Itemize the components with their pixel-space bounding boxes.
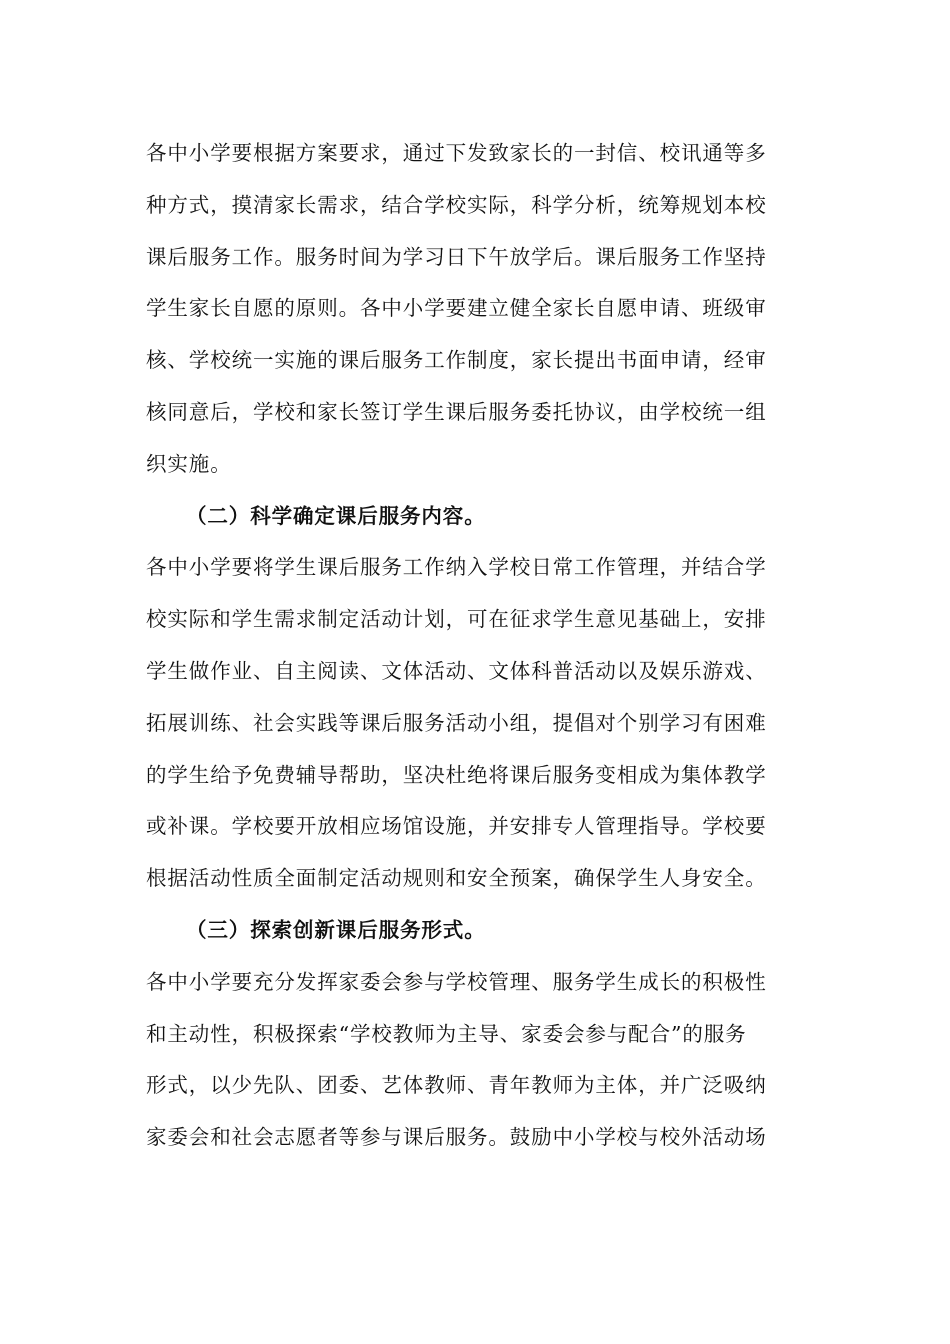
paragraph-line: 学生做作业、自主阅读、文体活动、文体科普活动以及娱乐游戏、 — [146, 658, 767, 683]
paragraph-line: 的学生给予免费辅导帮助，坚决杜绝将课后服务变相成为集体教学 — [146, 762, 767, 787]
document-page — [146, 128, 796, 1164]
paragraph-line: 根据活动性质全面制定活动规则和安全预案，确保学生人身安全。 — [146, 866, 767, 891]
paragraph-line: 和主动性，积极探索“学校教师为主导、家委会参与配合”的服务 — [146, 1021, 747, 1046]
paragraph-line: 或补课。学校要开放相应场馆设施，并安排专人管理指导。学校要 — [146, 814, 767, 839]
paragraph-line: 拓展训练、社会实践等课后服务活动小组，提倡对个别学习有困难 — [146, 710, 767, 735]
paragraph-3 — [146, 957, 796, 1164]
paragraph-line: 形式，以少先队、团委、艺体教师、青年教师为主体，并广泛吸纳 — [146, 1073, 767, 1098]
section-heading-2: （二）科学确定课后服务内容。 — [186, 503, 486, 528]
paragraph-line: 家委会和社会志愿者等参与课后服务。鼓励中小学校与校外活动场 — [146, 1125, 767, 1150]
paragraph-line: 核、学校统一实施的课后服务工作制度，家长提出书面申请，经审 — [146, 348, 767, 373]
paragraph-line: 核同意后，学校和家长签订学生课后服务委托协议，由学校统一组 — [146, 399, 767, 424]
paragraph-line: 织实施。 — [146, 451, 232, 476]
paragraph-1 — [146, 128, 796, 491]
paragraph-line: 学生家长自愿的原则。各中小学要建立健全家长自愿申请、班级审 — [146, 296, 767, 321]
section-heading-3: （三）探索创新课后服务形式。 — [186, 917, 486, 942]
paragraph-line: 各中小学要充分发挥家委会参与学校管理、服务学生成长的积极性 — [146, 969, 767, 994]
paragraph-2 — [146, 542, 796, 905]
paragraph-line: 种方式，摸清家长需求，结合学校实际，科学分析，统筹规划本校 — [146, 192, 767, 217]
paragraph-line: 校实际和学生需求制定活动计划，可在征求学生意见基础上，安排 — [146, 607, 767, 632]
paragraph-line: 各中小学要根据方案要求，通过下发致家长的一封信、校讯通等多 — [146, 141, 767, 165]
paragraph-line: 各中小学要将学生课后服务工作纳入学校日常工作管理，并结合学 — [146, 555, 767, 580]
paragraph-line: 课后服务工作。服务时间为学习日下午放学后。课后服务工作坚持 — [146, 244, 767, 269]
